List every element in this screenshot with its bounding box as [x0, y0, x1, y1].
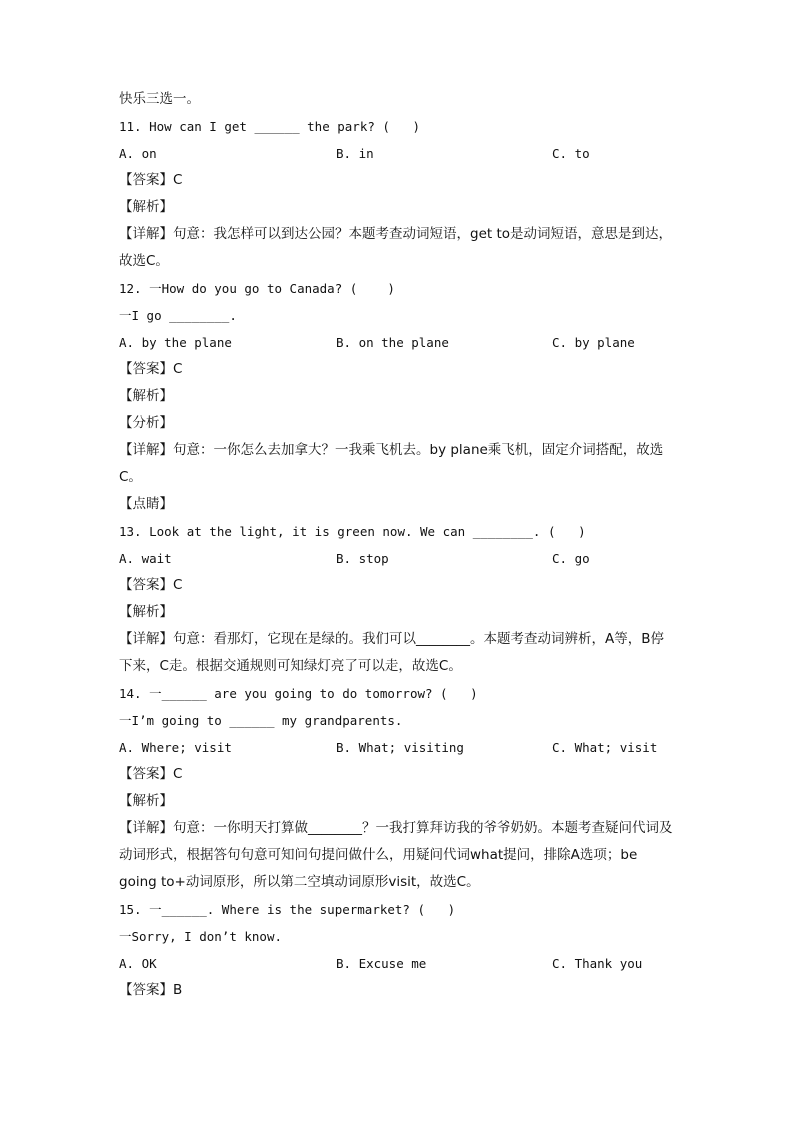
option-c: C. go — [552, 551, 590, 566]
question-15-stem: 15. 一______. Where is the supermarket? ( ) — [119, 902, 456, 917]
option-b: B. in — [336, 146, 374, 161]
answer-11: 【答案】C — [119, 172, 183, 188]
question-13-options — [119, 545, 679, 572]
question-12-stem: 12. 一How do you go to Canada? ( ) — [119, 281, 395, 296]
option-a: A. OK — [119, 956, 157, 971]
option-b: B. on the plane — [336, 335, 449, 350]
option-a: A. by the plane — [119, 335, 232, 350]
question-11-options — [119, 140, 679, 167]
answer-15: 【答案】B — [119, 982, 183, 998]
option-c: C. by plane — [552, 335, 635, 350]
detail-14: 【详解】句意：一你明天打算做________？一我打算拜访我的爷爷奶奶。本题考查疑问代词及动词形式，根据答句句意可知问句提问做什么，用疑问代词what提问，排除A选项；be going to+动词原形，所以第二空填动词原形visit，故选C。 — [119, 820, 673, 890]
analysis-heading-13: 【解析】 — [119, 604, 173, 620]
option-a: A. Where; visit — [119, 740, 232, 755]
option-c: C. Thank you — [552, 956, 643, 971]
question-11-stem: 11. How can I get ______ the park? ( ) — [119, 119, 421, 134]
answer-12: 【答案】C — [119, 361, 183, 377]
analysis-heading-11: 【解析】 — [119, 199, 173, 215]
option-a: A. wait — [119, 551, 172, 566]
question-14-stem: 14. 一______ are you going to do tomorrow? ( ) — [119, 686, 478, 701]
detail-12: 【详解】句意：一你怎么去加拿大？一我乘飞机去。by plane乘飞机，固定介词搭配，故选C。 — [119, 442, 664, 485]
question-12-reply: 一I go ________. — [119, 308, 237, 323]
option-c: C. to — [552, 146, 590, 161]
option-a: A. on — [119, 146, 157, 161]
dianjing-heading-12: 【点睛】 — [119, 496, 173, 512]
option-c: C. What; visit — [552, 740, 658, 755]
question-14-options — [119, 734, 679, 761]
option-b: B. stop — [336, 551, 389, 566]
question-13-stem: 13. Look at the light, it is green now. We can ________. ( ) — [119, 524, 586, 539]
fenxi-heading-12: 【分析】 — [119, 415, 173, 431]
detail-11: 【详解】句意：我怎样可以到达公园？本题考查动词短语，get to是动词短语，意思是到达，故选C。 — [119, 226, 673, 269]
option-b: B. Excuse me — [336, 956, 427, 971]
document-page — [119, 86, 679, 1004]
question-14-reply: 一I’m going to ______ my grandparents. — [119, 713, 403, 728]
question-15-reply: 一Sorry, I don’t know. — [119, 929, 283, 944]
analysis-heading-14: 【解析】 — [119, 793, 173, 809]
answer-14: 【答案】C — [119, 766, 183, 782]
question-15-options — [119, 950, 679, 977]
detail-13: 【详解】句意：看那灯，它现在是绿的。我们可以________。本题考查动词辨析，A等，B停下来，C走。根据交通规则可知绿灯亮了可以走，故选C。 — [119, 631, 664, 674]
option-b: B. What; visiting — [336, 740, 464, 755]
answer-13: 【答案】C — [119, 577, 183, 593]
section-intro: 快乐三选一。 — [119, 91, 200, 107]
analysis-heading-12: 【解析】 — [119, 388, 173, 404]
question-12-options — [119, 329, 679, 356]
